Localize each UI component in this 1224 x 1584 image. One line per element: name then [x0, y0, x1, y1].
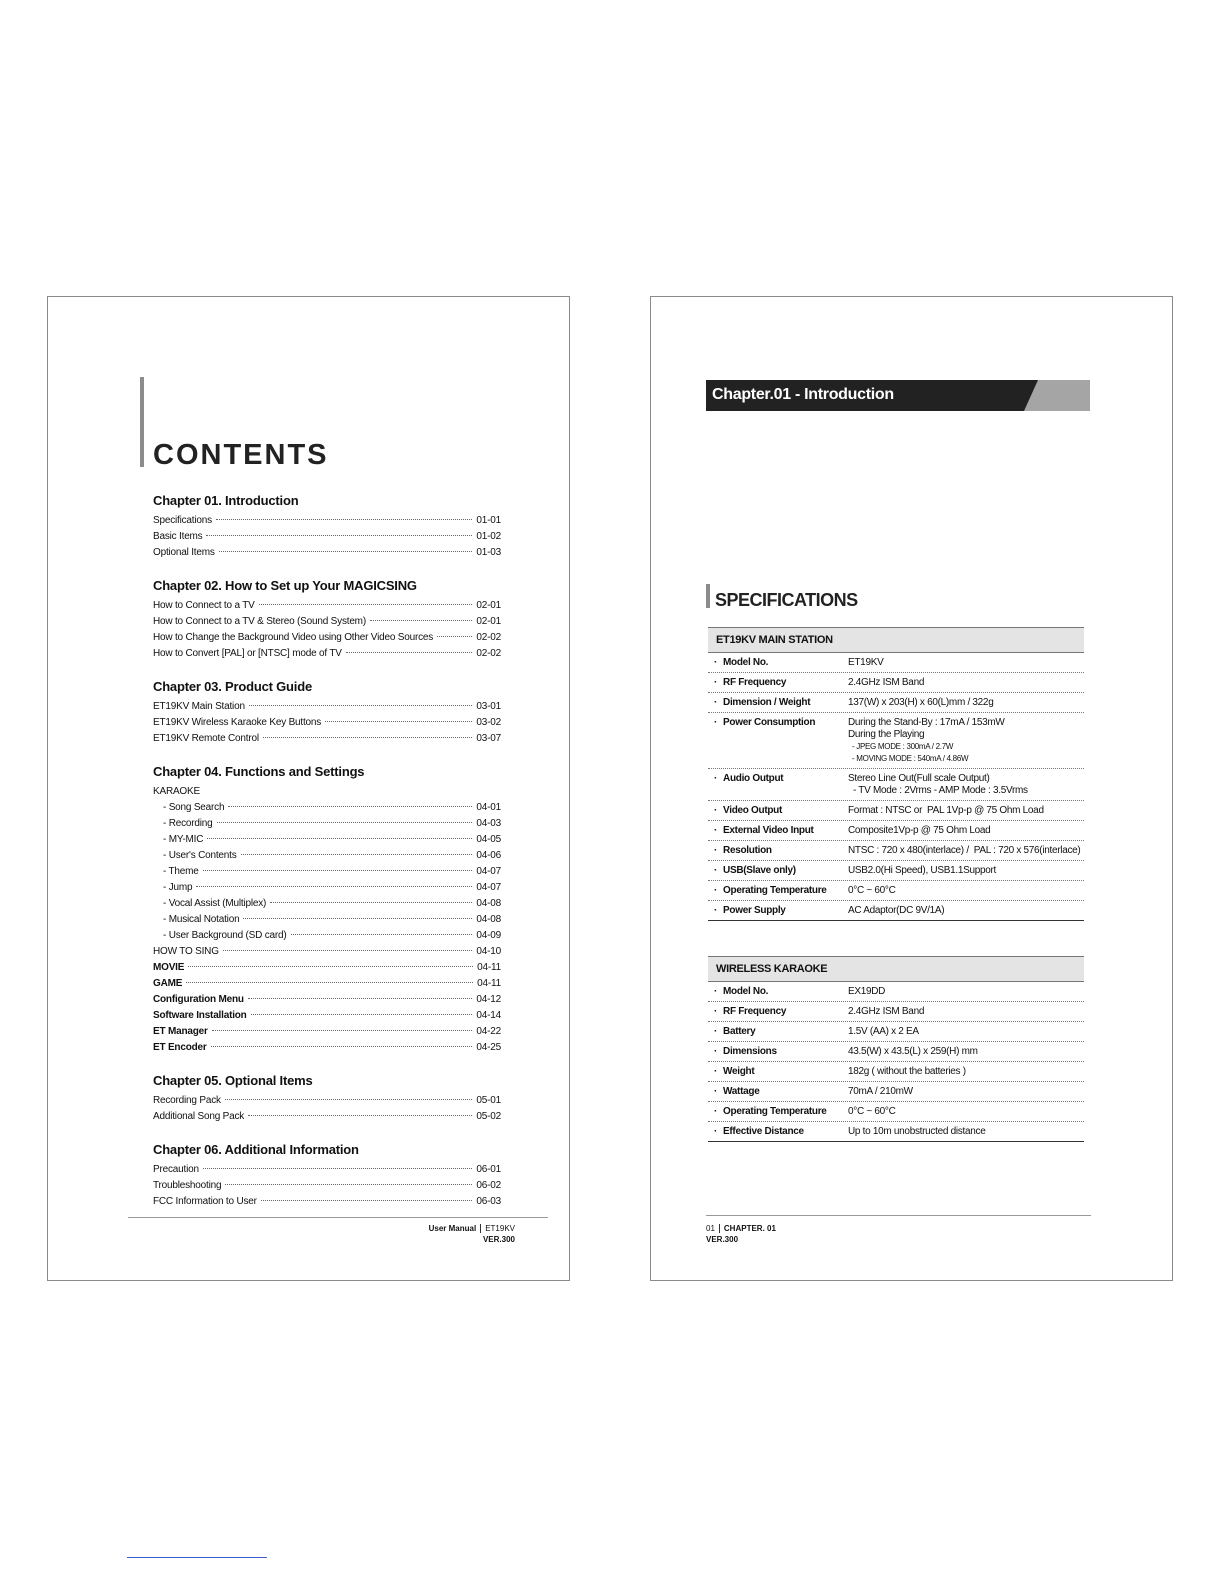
spec-row [708, 801, 1084, 821]
spec-value-line: ET19KV [848, 657, 884, 668]
toc-entry-label: Configuration Menu [153, 994, 244, 1005]
toc-leader-dots [225, 1099, 473, 1100]
spec-label-text: Battery [723, 1026, 756, 1037]
toc-leader-dots [370, 620, 472, 621]
toc-leader-dots [207, 838, 472, 839]
bullet-icon: · [714, 1086, 718, 1097]
spec-label-text: Dimension / Weight [723, 697, 811, 708]
toc-entry[interactable] [153, 513, 501, 529]
spec-label-text: External Video Input [723, 825, 814, 836]
toc-leader-dots [243, 918, 472, 919]
spec-label [708, 1126, 848, 1138]
toc-entry[interactable] [153, 896, 501, 912]
toc-entry-page: 02-02 [476, 632, 501, 643]
toc-entry-label: Optional Items [153, 547, 215, 558]
toc-entry-page: 06-01 [476, 1164, 501, 1175]
toc-chapter-title[interactable]: Chapter 01. Introduction [153, 493, 299, 508]
spec-value-line: EX19DD [848, 986, 886, 997]
toc-leader-dots [251, 1014, 473, 1015]
spec-row [708, 1102, 1084, 1122]
toc-entry-label: GAME [153, 978, 183, 989]
toc-leader-dots [249, 705, 473, 706]
toc-leader-dots [223, 950, 473, 951]
toc-entry-label: Software Installation [153, 1010, 247, 1021]
toc-chapter-title[interactable]: Chapter 03. Product Guide [153, 679, 312, 694]
toc-entry[interactable] [153, 960, 501, 976]
spec-value-line: 137(W) x 203(H) x 60(L)mm / 322g [848, 697, 994, 708]
spec-label-text: Dimensions [723, 1046, 777, 1057]
contents-title: CONTENTS [153, 439, 329, 471]
spec-value-line: During the Stand-By : 17mA / 153mW [848, 717, 1005, 728]
toc-leader-dots [248, 1115, 472, 1116]
toc-entry-page: 04-09 [476, 930, 501, 941]
spec-value [848, 905, 1084, 917]
right-footer [706, 1223, 776, 1245]
spec-label [708, 805, 848, 817]
bullet-icon: · [714, 1106, 718, 1117]
spec-label-text: USB(Slave only) [723, 865, 796, 876]
spec-label [708, 865, 848, 877]
toc-chapter [153, 1142, 501, 1210]
toc-entry-page: 03-02 [476, 717, 501, 728]
bullet-icon: · [714, 1006, 718, 1017]
spec-value [848, 717, 1084, 765]
toc-entry[interactable] [153, 864, 501, 880]
spec-value [848, 825, 1084, 837]
toc-entry-label: ET19KV Remote Control [153, 733, 259, 744]
toc-chapter-title[interactable]: Chapter 04. Functions and Settings [153, 764, 365, 779]
spec-value [848, 805, 1084, 817]
toc-entry-label: Recording Pack [153, 1095, 221, 1106]
toc-leader-dots [325, 721, 472, 722]
toc-entry-label: ET19KV Wireless Karaoke Key Buttons [153, 717, 322, 728]
toc-entry-page: 06-03 [476, 1196, 501, 1207]
spec-label-text: Resolution [723, 845, 772, 856]
spec-row [708, 1022, 1084, 1042]
bullet-icon: · [714, 1026, 718, 1037]
spec-row [708, 653, 1084, 673]
toc-entry-page: 02-01 [476, 616, 501, 627]
toc-entry[interactable] [153, 1162, 501, 1178]
spec-label-text: Operating Temperature [723, 1106, 827, 1117]
spec-value-line: Composite1Vp-p @ 75 Ohm Load [848, 825, 991, 836]
toc-entry[interactable] [153, 1178, 501, 1194]
toc-entry-page: 04-12 [476, 994, 501, 1005]
spec-label [708, 697, 848, 709]
toc-entry-label: MOVIE [153, 962, 185, 973]
spec-label-text: Power Consumption [723, 717, 816, 728]
spec-value [848, 697, 1084, 709]
spec-label-text: Weight [723, 1066, 755, 1077]
spec-value-line: 182g ( without the batteries ) [848, 1066, 966, 1077]
main-station-spec-table [708, 627, 1084, 921]
table-of-contents [153, 493, 501, 1227]
spec-row [708, 713, 1084, 769]
toc-entry-label: - Theme [163, 866, 199, 877]
spec-value [848, 986, 1084, 998]
toc-entry-page: 04-11 [477, 978, 501, 989]
spec-label [708, 986, 848, 998]
bullet-icon: · [714, 697, 718, 708]
toc-entry-page: 04-14 [476, 1010, 501, 1021]
spec-row [708, 1082, 1084, 1102]
toc-entry-page: 01-01 [476, 515, 501, 526]
toc-entry[interactable] [153, 1109, 501, 1125]
wireless-karaoke-spec-table [708, 956, 1084, 1142]
toc-entry-label: ET19KV Main Station [153, 701, 245, 712]
spec-label [708, 825, 848, 837]
toc-entry-page: 05-01 [476, 1095, 501, 1106]
specifications-accent-bar [706, 584, 710, 608]
toc-entry-page: 01-03 [476, 547, 501, 558]
toc-entry-label: Basic Items [153, 531, 203, 542]
toc-entry[interactable] [153, 832, 501, 848]
toc-entry-label: How to Connect to a TV [153, 600, 255, 611]
footer-version: VER.300 [706, 1235, 739, 1244]
spec-label [708, 677, 848, 689]
spec-value [848, 1086, 1084, 1098]
toc-entry-label: Additional Song Pack [153, 1111, 245, 1122]
toc-leader-dots [241, 854, 473, 855]
toc-leader-dots [216, 519, 473, 520]
spec-label-text: Model No. [723, 986, 769, 997]
toc-entry-page: 04-08 [476, 898, 501, 909]
toc-entry[interactable] [153, 545, 501, 561]
toc-entry-page: 04-11 [477, 962, 501, 973]
toc-leader-dots [270, 902, 472, 903]
toc-entry[interactable] [153, 800, 501, 816]
toc-entry[interactable] [153, 784, 501, 800]
toc-entry-label: - User Background (SD card) [163, 930, 287, 941]
toc-leader-dots [437, 636, 472, 637]
toc-entry[interactable] [153, 1040, 501, 1056]
main-station-table-heading: ET19KV MAIN STATION [708, 627, 1084, 653]
spec-label [708, 1006, 848, 1018]
bullet-icon: · [714, 986, 718, 997]
toc-entry-label: ET Manager [153, 1026, 208, 1037]
toc-entry-page: 04-07 [476, 866, 501, 877]
footer-chapter: CHAPTER. 01 [723, 1224, 776, 1233]
toc-entry-page: 02-01 [476, 600, 501, 611]
bullet-icon: · [714, 1126, 718, 1137]
toc-entry-label: - MY-MIC [163, 834, 204, 845]
toc-entry-label: Specifications [153, 515, 212, 526]
toc-entry[interactable] [153, 992, 501, 1008]
footer-model: ET19KV [485, 1224, 515, 1233]
spec-row [708, 841, 1084, 861]
spec-value [848, 1006, 1084, 1018]
bullet-icon: · [714, 905, 718, 916]
spec-value [848, 845, 1084, 857]
toc-entry[interactable] [153, 1093, 501, 1109]
toc-leader-dots [217, 822, 473, 823]
spec-label [708, 905, 848, 917]
toc-entry[interactable] [153, 1024, 501, 1040]
chapter-banner [706, 380, 1090, 411]
bullet-icon: · [714, 805, 718, 816]
toc-entry[interactable] [153, 731, 501, 747]
bullet-icon: · [714, 885, 718, 896]
bullet-icon: · [714, 845, 718, 856]
toc-entry-page: 03-01 [476, 701, 501, 712]
toc-entry-page: 04-25 [476, 1042, 501, 1053]
toc-entry[interactable] [153, 699, 501, 715]
toc-entry-label: - Jump [163, 882, 193, 893]
spec-value [848, 885, 1084, 897]
left-footer [429, 1223, 515, 1245]
toc-entry-page: 02-02 [476, 648, 501, 659]
toc-entry-page: 04-05 [476, 834, 501, 845]
spec-label [708, 1046, 848, 1058]
bullet-icon: · [714, 865, 718, 876]
spec-row [708, 673, 1084, 693]
spec-value-line: Format : NTSC or PAL 1Vp-p @ 75 Ohm Load [848, 805, 1044, 816]
spec-value-line: 0°C ~ 60°C [848, 885, 896, 896]
spec-value [848, 1106, 1084, 1118]
toc-entry[interactable] [153, 630, 501, 646]
spec-row [708, 769, 1084, 801]
toc-leader-dots [219, 551, 473, 552]
spec-label-text: Power Supply [723, 905, 786, 916]
toc-entry-page: 04-07 [476, 882, 501, 893]
spec-value-line: 43.5(W) x 43.5(L) x 259(H) mm [848, 1046, 978, 1057]
toc-leader-dots [228, 806, 472, 807]
toc-entry-page: 06-02 [476, 1180, 501, 1191]
toc-leader-dots [203, 1168, 473, 1169]
spec-value-subline: - JPEG MODE : 300mA / 2.7W [852, 742, 954, 751]
toc-leader-dots [203, 870, 473, 871]
toc-leader-dots [212, 1030, 473, 1031]
contents-accent-bar [140, 377, 144, 467]
spec-value-subline: - MOVING MODE : 540mA / 4.86W [852, 754, 969, 763]
spec-label-text: Operating Temperature [723, 885, 827, 896]
toc-chapter-title[interactable]: Chapter 05. Optional Items [153, 1073, 313, 1088]
link-underline [127, 1557, 267, 1558]
spec-value-line: AC Adaptor(DC 9V/1A) [848, 905, 945, 916]
spec-label-text: Audio Output [723, 773, 784, 784]
toc-entry[interactable] [153, 1008, 501, 1024]
spec-label [708, 657, 848, 669]
toc-entry-label: Precaution [153, 1164, 199, 1175]
toc-entry-page: 04-22 [476, 1026, 501, 1037]
toc-entry-page: 04-10 [476, 946, 501, 957]
toc-entry-label: - Song Search [163, 802, 225, 813]
spec-value [848, 773, 1084, 797]
toc-chapter [153, 764, 501, 1056]
toc-leader-dots [225, 1184, 472, 1185]
spec-value-line: USB2.0(Hi Speed), USB1.1Support [848, 865, 997, 876]
spec-row [708, 982, 1084, 1002]
toc-entry-label: KARAOKE [153, 786, 200, 797]
toc-leader-dots [263, 737, 473, 738]
toc-entry-label: Troubleshooting [153, 1180, 222, 1191]
spec-label-text: Model No. [723, 657, 769, 668]
footer-version: VER.300 [482, 1235, 515, 1244]
spec-label [708, 717, 848, 765]
toc-chapter [153, 679, 501, 747]
toc-entry[interactable] [153, 848, 501, 864]
footer-divider [706, 1215, 1091, 1216]
toc-entry-label: How to Connect to a TV & Stereo (Sound System) [153, 616, 366, 627]
toc-entry-page: 03-07 [476, 733, 501, 744]
toc-entry[interactable] [153, 880, 501, 896]
spec-value-line: 1.5V (AA) x 2 EA [848, 1026, 919, 1037]
spec-row [708, 1062, 1084, 1082]
toc-entry-label: How to Change the Background Video using Other Video Sources [153, 632, 434, 643]
spec-label [708, 1066, 848, 1078]
spec-label [708, 1026, 848, 1038]
spec-row [708, 861, 1084, 881]
spec-label-text: RF Frequency [723, 1006, 787, 1017]
spec-value-line: During the Playing [848, 729, 925, 740]
bullet-icon: · [714, 825, 718, 836]
toc-chapter-title[interactable]: Chapter 02. How to Set up Your MAGICSING [153, 578, 417, 593]
bullet-icon: · [714, 677, 718, 688]
toc-leader-dots [186, 982, 473, 983]
toc-entry-label: FCC Information to User [153, 1196, 257, 1207]
spec-row [708, 1002, 1084, 1022]
spec-value-line: 2.4GHz ISM Band [848, 1006, 925, 1017]
spec-label [708, 885, 848, 897]
bullet-icon: · [714, 657, 718, 668]
toc-entry-page: 05-02 [476, 1111, 501, 1122]
spec-value-line: 70mA / 210mW [848, 1086, 913, 1097]
bullet-icon: · [714, 1046, 718, 1057]
toc-entry-page: 04-06 [476, 850, 501, 861]
toc-leader-dots [206, 535, 472, 536]
banner-accent [1024, 380, 1090, 411]
chapter-banner-title: Chapter.01 - Introduction [712, 386, 894, 403]
spec-value [848, 1066, 1084, 1078]
footer-divider [128, 1217, 548, 1218]
toc-entry[interactable] [153, 529, 501, 545]
toc-chapter [153, 1073, 501, 1125]
toc-entry-page: 01-02 [476, 531, 501, 542]
spec-label [708, 773, 848, 797]
spec-value [848, 1046, 1084, 1058]
toc-leader-dots [291, 934, 473, 935]
toc-entry-label: - Vocal Assist (Multiplex) [163, 898, 267, 909]
spec-label [708, 1086, 848, 1098]
toc-entry-page: 04-01 [476, 802, 501, 813]
toc-entry[interactable] [153, 928, 501, 944]
spec-row [708, 821, 1084, 841]
toc-leader-dots [248, 998, 473, 999]
spec-value-line: 0°C ~ 60°C [848, 1106, 896, 1117]
spec-row [708, 693, 1084, 713]
spec-row [708, 901, 1084, 921]
toc-entry[interactable] [153, 944, 501, 960]
spec-value-line: 2.4GHz ISM Band [848, 677, 925, 688]
spec-value-line: Stereo Line Out(Full scale Output) [848, 773, 990, 784]
spec-row [708, 1042, 1084, 1062]
toc-entry[interactable] [153, 816, 501, 832]
toc-entry[interactable] [153, 598, 501, 614]
toc-entry-label: How to Convert [PAL] or [NTSC] mode of TV [153, 648, 342, 659]
spec-row [708, 1122, 1084, 1142]
specifications-page [650, 296, 1173, 1281]
spec-label-text: Effective Distance [723, 1126, 804, 1137]
spec-label-text: Wattage [723, 1086, 760, 1097]
bullet-icon: · [714, 773, 718, 784]
toc-entry-page: 04-08 [476, 914, 501, 925]
spec-label [708, 845, 848, 857]
bullet-icon: · [714, 717, 718, 728]
toc-entry-label: HOW TO SING [153, 946, 219, 957]
toc-leader-dots [188, 966, 473, 967]
toc-entry[interactable] [153, 614, 501, 630]
specifications-title: SPECIFICATIONS [715, 590, 858, 610]
toc-entry[interactable] [153, 912, 501, 928]
bullet-icon: · [714, 1066, 718, 1077]
contents-page [47, 296, 570, 1281]
spec-row [708, 881, 1084, 901]
toc-entry-label: ET Encoder [153, 1042, 207, 1053]
toc-leader-dots [346, 652, 473, 653]
toc-leader-dots [211, 1046, 473, 1047]
spec-label-text: Video Output [723, 805, 783, 816]
spec-label-text: RF Frequency [723, 677, 787, 688]
spec-value [848, 865, 1084, 877]
spec-value-line: - TV Mode : 2Vrms - AMP Mode : 3.5Vrms [848, 785, 1028, 796]
spec-value [848, 1026, 1084, 1038]
spec-value-line: Up to 10m unobstructed distance [848, 1126, 986, 1137]
toc-entry-label: - Recording [163, 818, 213, 829]
toc-chapter [153, 493, 501, 561]
spec-value [848, 1126, 1084, 1138]
toc-entry[interactable] [153, 646, 501, 662]
spec-value [848, 677, 1084, 689]
spec-label [708, 1106, 848, 1118]
toc-entry-label: - Musical Notation [163, 914, 240, 925]
toc-entry[interactable] [153, 976, 501, 992]
spec-value-line: NTSC : 720 x 480(interlace) / PAL : 720 x 576(interlace) [848, 845, 1081, 856]
footer-manual-label: User Manual [428, 1224, 477, 1233]
toc-entry[interactable] [153, 715, 501, 731]
toc-entry-page: 04-03 [476, 818, 501, 829]
toc-chapter [153, 578, 501, 662]
spec-value [848, 657, 1084, 669]
wireless-karaoke-table-heading: WIRELESS KARAOKE [708, 956, 1084, 982]
toc-entry[interactable] [153, 1194, 501, 1210]
toc-leader-dots [259, 604, 473, 605]
toc-leader-dots [261, 1200, 473, 1201]
toc-leader-dots [196, 886, 472, 887]
toc-chapter-title[interactable]: Chapter 06. Additional Information [153, 1142, 359, 1157]
footer-page-number: 01 [706, 1224, 715, 1233]
toc-entry-label: - User's Contents [163, 850, 237, 861]
